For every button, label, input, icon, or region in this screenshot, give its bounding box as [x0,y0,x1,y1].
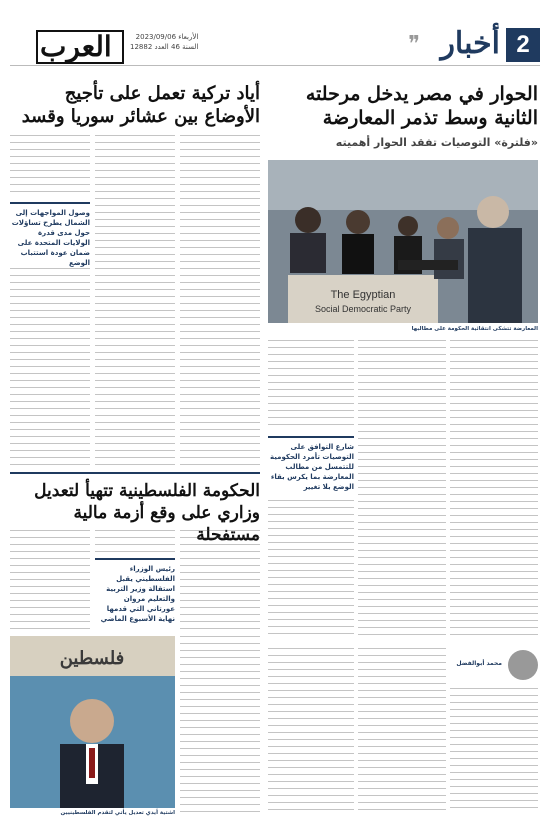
palestine-column-4 [180,636,260,812]
issue-number: السنة 46 العدد 12882 [130,43,199,51]
syria-headline-line2: الأوضاع بين عشائر سوريا وقسد [21,106,260,127]
syria-headline [10,82,260,128]
prime-minister-photo [10,636,175,808]
main-pullquote: شارع التوافق على التوصيات تأمرد الحكومية للتتمسل من مطالب المعارضة بما يكرس بقاء الوضع بلا تغيير [268,436,354,492]
main-photo-caption: المعارضة تتشكى انتقائية الحكومة على مطالبها [411,326,538,332]
photo-banner-text: فلسطين [59,648,125,669]
main-story-column-3 [268,340,354,430]
palestine-headline-line2: وزاري على وقع أزمة مالية مستفحلة [73,503,260,545]
main-story-column-7 [268,648,354,812]
main-story-column-6 [358,648,446,812]
main-story-column-4 [268,500,354,640]
masthead [10,18,540,66]
main-story-column-5 [450,688,538,812]
palestine-column-2 [95,530,175,554]
issue-date: الأربعاء 2023/09/06 [135,33,199,41]
quote-icon: ❞ [408,32,420,57]
main-headline [268,82,538,130]
palestine-headline-line1: الحكومة الفلسطينية تتهيأ لتعديل [34,481,260,501]
main-headline-line2: الثانية وسط تذمر المعارضة [322,107,538,129]
syria-column-4 [10,268,90,465]
palestine-photo-caption: اشتية أيدي تعديل يأتي لتقدم الفلسطينيين [60,810,175,816]
syria-pullquote: وصول المواجهات إلى الشمال يطرح تساؤلات حول مدى قدرة الولايات المتحدة على ضمان عودة استتباب الوضع [10,202,90,268]
page-number: 2 [506,28,540,62]
press-conference-photo [268,160,538,323]
main-story-column-1 [450,340,538,640]
main-story-column-2 [358,340,446,640]
main-headline-line1: الحوار في مصر يدخل مرحلته [305,83,538,105]
palestine-column-1 [180,530,260,630]
syria-column-3 [10,135,90,195]
author-avatar [508,650,538,680]
syria-headline-line1: أياد تركية تعمل على تأجيج [64,83,260,104]
syria-column-2 [95,135,175,465]
svg-text:The Egyptian: The Egyptian [330,289,396,301]
palestine-column-3 [10,530,90,630]
section-title: أخبار [440,26,500,61]
palestine-pullquote: رئيس الوزراء الفلسطيني يقبل استقالة وزير التربية والتعليم مروان عورتاني التي قدمها نهاية الأسبوع الماضي [95,558,175,624]
section-divider [10,472,260,474]
author-byline: محمد أبوالفضل [456,660,502,667]
main-photo [268,160,538,323]
newspaper-logo: العرب [40,30,112,63]
svg-text:Social Democratic Party: Social Democratic Party [314,304,412,314]
main-subtitle: «فلترة» التوصيات تفقد الحوار أهميته [335,136,538,149]
issue-meta [130,32,198,52]
syria-column-1 [180,135,260,465]
palestine-photo [10,636,175,808]
